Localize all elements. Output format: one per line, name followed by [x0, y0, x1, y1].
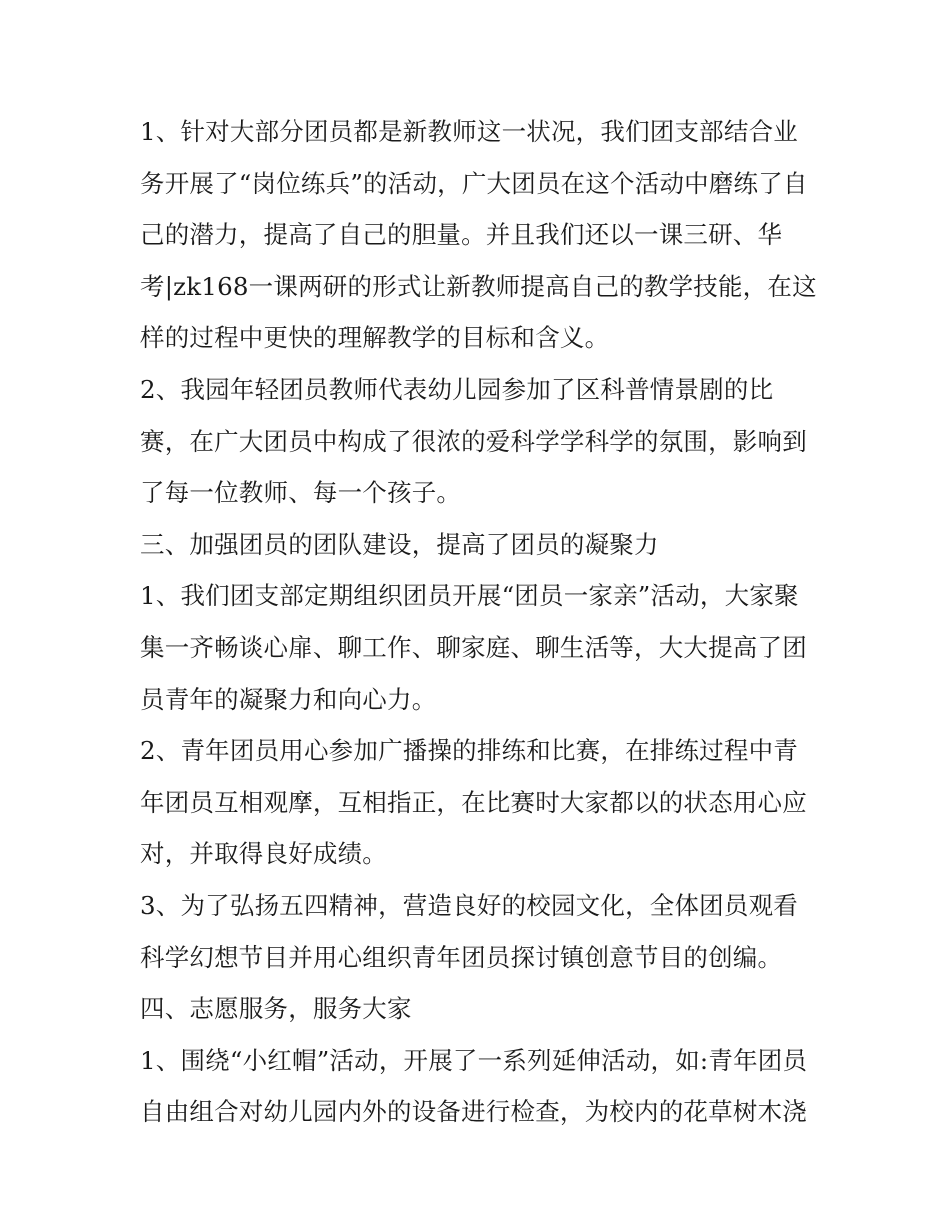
- text-line: 赛，在广大团员中构成了很浓的爱科学学科学的氛围，影响到: [140, 426, 807, 456]
- text-line: 样的过程中更快的理解教学的目标和含义。: [140, 323, 610, 353]
- text-line: 年团员互相观摩，互相指正，在比赛时大家都以的状态用心应: [140, 787, 807, 817]
- text-line: 员青年的凝聚力和向心力。: [140, 684, 437, 714]
- text-line: 1、针对大部分团员都是新教师这一状况，我们团支部结合业: [140, 117, 798, 146]
- text-line: 自由组合对幼儿园内外的设备进行检查，为校内的花草树木浇: [140, 1097, 807, 1127]
- document-body: [140, 106, 830, 1138]
- text-line: 己的潜力，提高了自己的胆量。并且我们还以一课三研、华: [140, 220, 783, 250]
- text-line: 2、我园年轻团员教师代表幼儿园参加了区科普情景剧的比: [140, 374, 774, 404]
- text-line: 1、我们团支部定期组织团员开展“团员一家亲”活动，大家聚: [140, 581, 799, 611]
- text-line: 考|zk168一课两研的形式让新教师提高自己的教学技能，在这: [140, 271, 817, 301]
- text-line: 对，并取得良好成绩。: [140, 839, 387, 869]
- section-heading: 四、志愿服务，服务大家: [140, 994, 412, 1024]
- text-line: 1、围绕“小红帽”活动，开展了一系列延伸活动，如:青年团员: [140, 1045, 808, 1075]
- section-heading: 三、加强团员的团队建设，提高了团员的凝聚力: [140, 529, 659, 559]
- text-line: 了每一位教师、每一个孩子。: [140, 478, 462, 508]
- text-line: 科学幻想节目并用心组织青年团员探讨镇创意节目的创编。: [140, 942, 783, 972]
- text-line: 集一齐畅谈心扉、聊工作、聊家庭、聊生活等，大大提高了团: [140, 632, 807, 662]
- text-line: 2、青年团员用心参加广播操的排练和比赛，在排练过程中青: [140, 736, 798, 766]
- text-line: 3、为了弘扬五四精神，营造良好的校园文化，全体团员观看: [140, 890, 798, 920]
- text-line: 务开展了“岗位练兵”的活动，广大团员在这个活动中磨练了自: [140, 168, 808, 198]
